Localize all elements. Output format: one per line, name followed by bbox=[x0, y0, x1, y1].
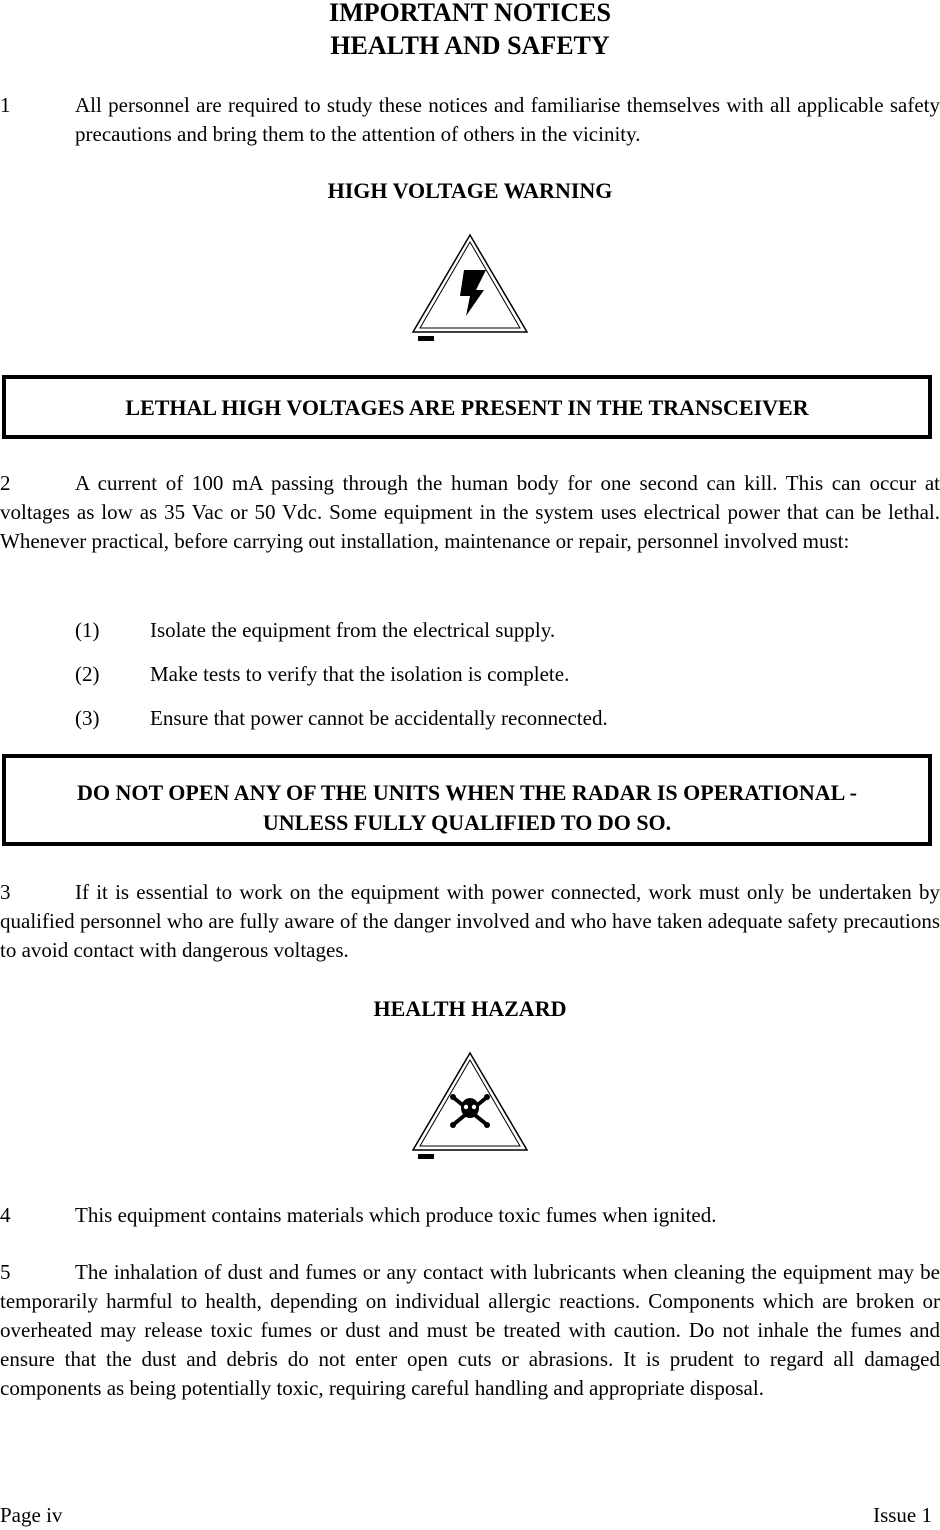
high-voltage-warning-icon bbox=[410, 232, 530, 347]
lethal-voltage-banner: LETHAL HIGH VOLTAGES ARE PRESENT IN THE TRANSCEIVER bbox=[2, 375, 932, 439]
paragraph-3 bbox=[0, 878, 940, 965]
list-item-text: Make tests to verify that the isolation is complete. bbox=[150, 662, 570, 686]
footer-page-number: Page iv bbox=[0, 1503, 63, 1527]
list-item bbox=[75, 706, 608, 731]
footer-issue: Issue 1 bbox=[873, 1503, 932, 1527]
paragraph-number: 2 bbox=[0, 471, 11, 495]
paragraph-number: 4 bbox=[0, 1203, 11, 1227]
list-item bbox=[75, 662, 569, 687]
toxic-hazard-icon bbox=[410, 1050, 530, 1165]
title-line-1: IMPORTANT NOTICES bbox=[328, 0, 611, 27]
paragraph-text: A current of 100 mA passing through the human body for one second can kill. This can occur at voltages as low as 35 Vac or 50 Vdc. Some equipment in the system uses electrical power that can be lethal. Whenever practical, before carrying out installation, maintenance or repair, personnel involved must: bbox=[0, 471, 940, 553]
paragraph-text: The inhalation of dust and fumes or any contact with lubricants when cleaning the equipment may be temporarily harmful to health, depending on individual allergic reactions. Components which are broken or overheated may release toxic fumes or dust and must be treated with caution. Do not inhale the fumes and ensure that the dust and debris do not enter open cuts or abrasions. It is prudent to regard all damaged components as being potentially toxic, requiring careful handling and appropriate disposal. bbox=[0, 1260, 940, 1400]
do-not-open-banner bbox=[2, 754, 932, 846]
title-line-2: HEALTH AND SAFETY bbox=[330, 31, 610, 60]
list-item-text: Isolate the equipment from the electrical supply. bbox=[150, 618, 556, 642]
list-item-number: (2) bbox=[75, 662, 100, 686]
paragraph-4 bbox=[0, 1201, 940, 1230]
high-voltage-heading: HIGH VOLTAGE WARNING bbox=[327, 178, 613, 203]
list-item-number: (1) bbox=[75, 618, 100, 642]
list-item-text: Ensure that power cannot be accidentally reconnected. bbox=[150, 706, 608, 730]
paragraph-2 bbox=[0, 469, 940, 556]
paragraph-number: 1 bbox=[0, 93, 11, 117]
paragraph-text: This equipment contains materials which produce toxic fumes when ignited. bbox=[75, 1203, 717, 1227]
paragraph-1 bbox=[0, 91, 940, 149]
paragraph-text: All personnel are required to study these notices and familiarise themselves with all applicable safety precautions and bring them to the attention of others in the vicinity. bbox=[75, 93, 940, 146]
page-title bbox=[0, 0, 940, 62]
paragraph-number: 3 bbox=[0, 880, 11, 904]
banner-line-2: UNLESS FULLY QUALIFIED TO DO SO. bbox=[262, 810, 672, 835]
list-item bbox=[75, 618, 555, 643]
paragraph-5 bbox=[0, 1258, 940, 1403]
banner-line-1: DO NOT OPEN ANY OF THE UNITS WHEN THE RADAR IS OPERATIONAL - bbox=[77, 780, 857, 805]
health-hazard-heading: HEALTH HAZARD bbox=[373, 996, 567, 1021]
list-item-number: (3) bbox=[75, 706, 100, 730]
paragraph-number: 5 bbox=[0, 1260, 11, 1284]
paragraph-text: If it is essential to work on the equipment with power connected, work must only be undertaken by qualified personnel who are fully aware of the danger involved and who have taken adequate safety precautions to avoid contact with dangerous voltages. bbox=[0, 880, 940, 962]
